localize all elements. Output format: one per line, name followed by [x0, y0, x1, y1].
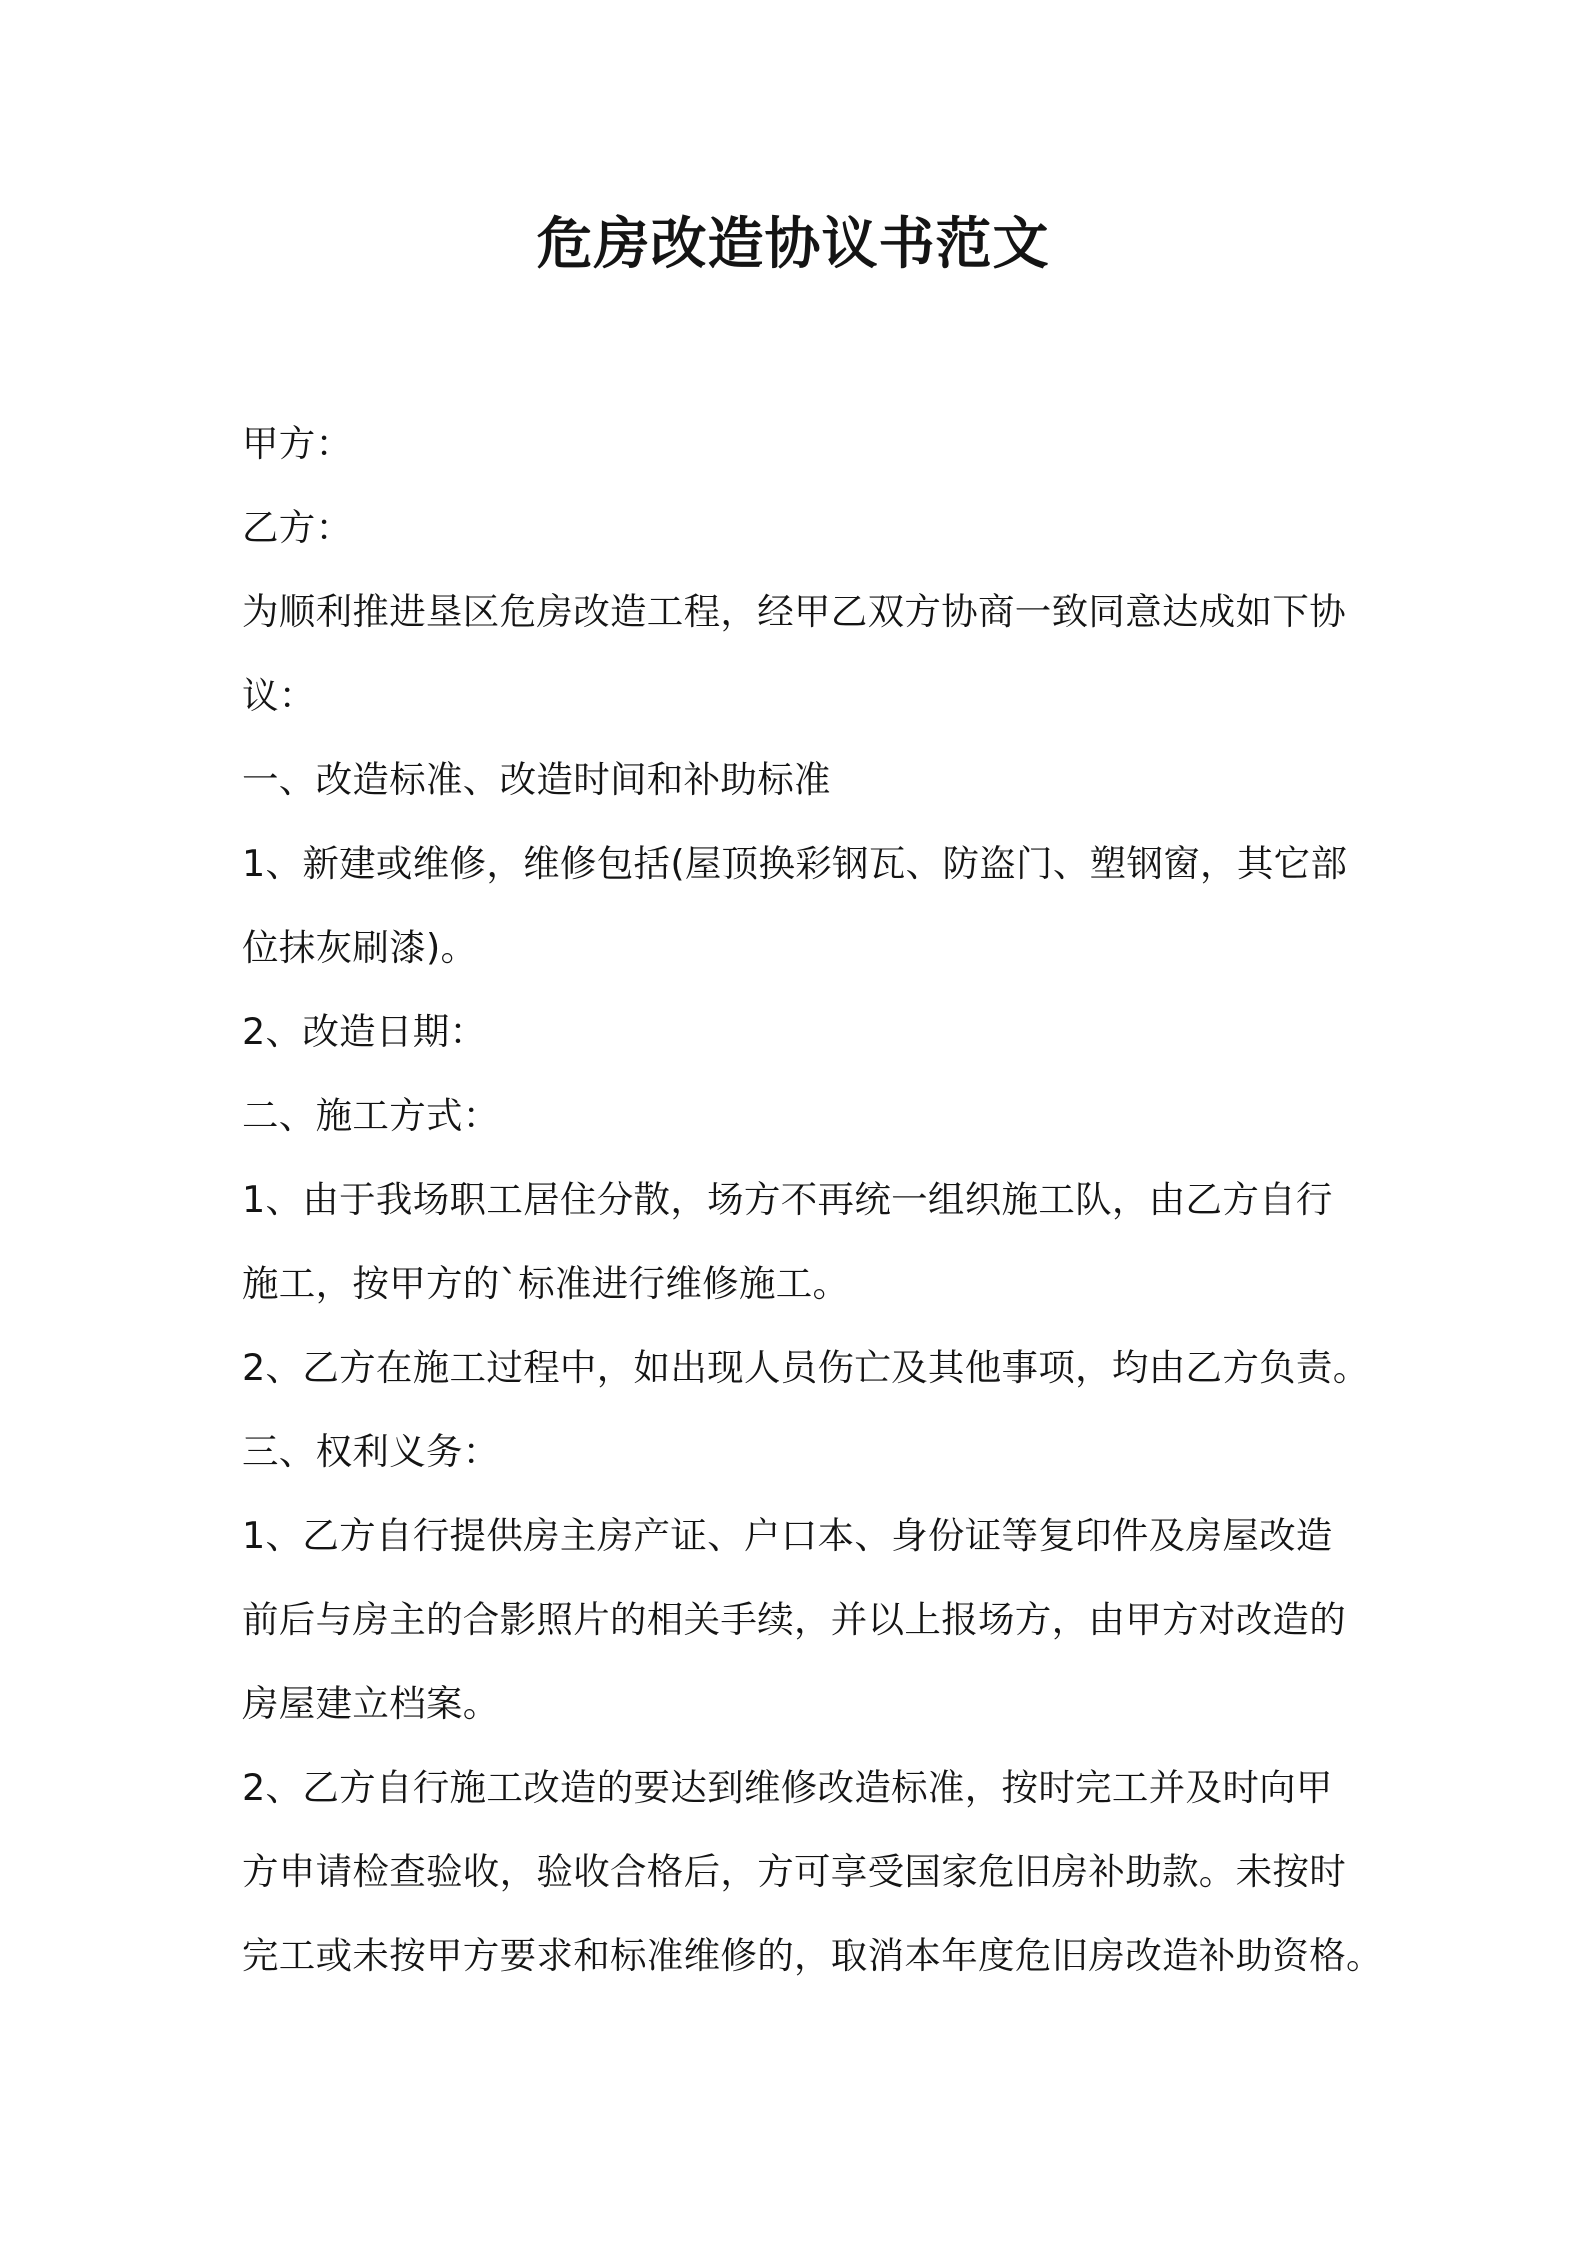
section-3-item-1-line-2: 前后与房主的合影照片的相关手续，并以上报场方，由甲方对改造的: [242, 1598, 1346, 1641]
document-title: 危房改造协议书范文: [536, 212, 1050, 277]
section-2-item-1-line-2: 施工，按甲方的`标准进行维修施工。: [242, 1262, 850, 1305]
section-1-item-1-line-2: 位抹灰刷漆)。: [242, 926, 478, 969]
section-1-item-2: 2、改造日期：: [242, 1010, 487, 1053]
section-2-item-1-line-1: 1、由于我场职工居住分散，场方不再统一组织施工队，由乙方自行: [242, 1178, 1333, 1221]
party-b-line: 乙方：: [242, 506, 353, 549]
preamble-line-1: 为顺利推进垦区危房改造工程，经甲乙双方协商一致同意达成如下协: [242, 590, 1346, 633]
preamble-line-2: 议：: [242, 674, 316, 717]
section-3-item-2-line-2: 方申请检查验收，验收合格后，方可享受国家危旧房补助款。未按时: [242, 1850, 1346, 1893]
document-body: [242, 402, 1383, 1998]
section-3-item-2-line-3: 完工或未按甲方要求和标准维修的，取消本年度危旧房改造补助资格。: [242, 1934, 1383, 1977]
section-3-item-1-line-1: 1、乙方自行提供房主房产证、户口本、身份证等复印件及房屋改造: [242, 1514, 1333, 1557]
section-2-heading: 二、施工方式：: [242, 1094, 500, 1137]
section-1-heading: 一、改造标准、改造时间和补助标准: [242, 758, 831, 801]
section-2-item-2: 2、乙方在施工过程中，如出现人员伤亡及其他事项，均由乙方负责。: [242, 1346, 1370, 1389]
section-3-item-2-line-1: 2、乙方自行施工改造的要达到维修改造标准，按时完工并及时向甲: [242, 1766, 1333, 1809]
section-3-heading: 三、权利义务：: [242, 1430, 500, 1473]
section-3-item-1-line-3: 房屋建立档案。: [242, 1682, 500, 1725]
party-a-line: 甲方：: [242, 422, 353, 465]
section-1-item-1-line-1: 1、新建或维修，维修包括(屋顶换彩钢瓦、防盗门、塑钢窗，其它部: [242, 842, 1348, 885]
